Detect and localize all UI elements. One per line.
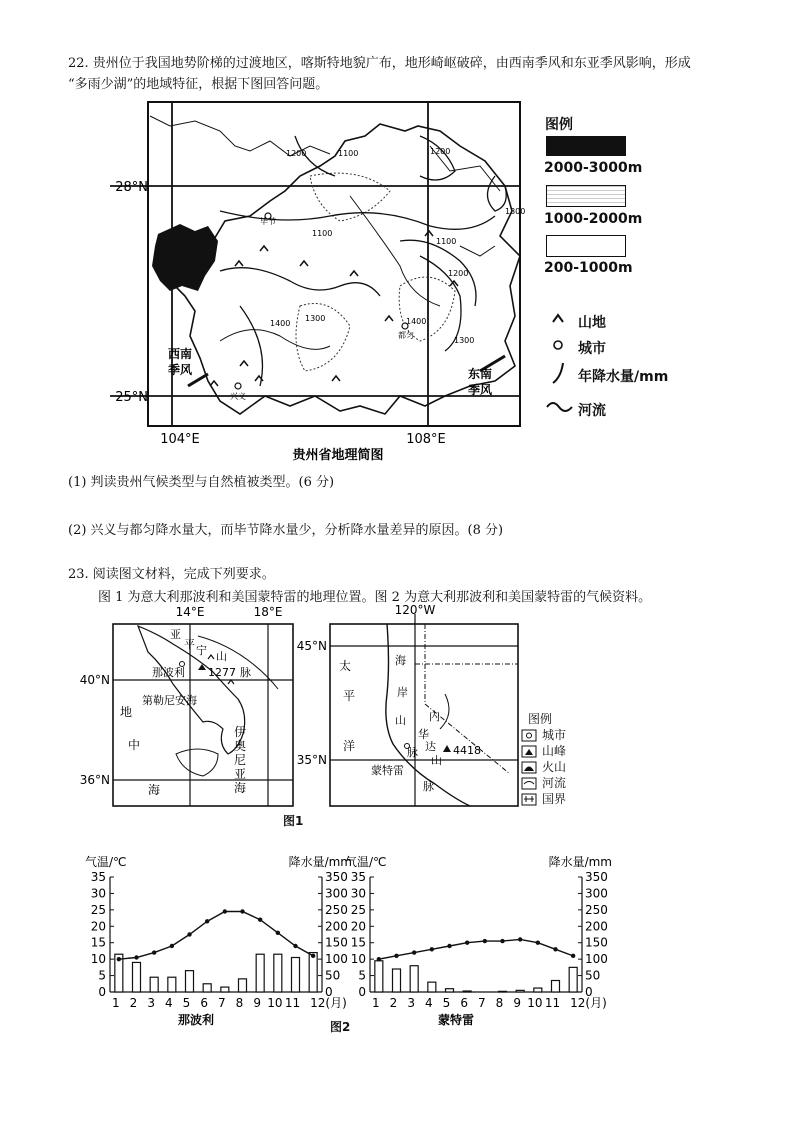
month-label: 12(月) xyxy=(570,996,607,1010)
month-label: 3 xyxy=(407,996,415,1010)
legend-rainfall-label: 年降水量/mm xyxy=(578,369,669,385)
temp-point xyxy=(500,939,504,943)
svg-text:海: 海 xyxy=(395,654,406,667)
month-label: 1 xyxy=(112,996,120,1010)
month-label: 3 xyxy=(147,996,155,1010)
precip-tick-label: 150 xyxy=(325,935,348,950)
precip-tick-label: 0 xyxy=(325,985,333,999)
precip-axis-title: 降水量/mm xyxy=(548,855,612,869)
temp-point xyxy=(571,954,575,958)
legend-swatch-mid xyxy=(546,185,626,207)
river-icon xyxy=(547,403,572,411)
month-label: 8 xyxy=(495,996,504,1010)
svg-text:洋: 洋 xyxy=(343,739,356,753)
river-icon xyxy=(524,782,534,785)
temp-point xyxy=(483,939,487,943)
temp-point xyxy=(553,947,557,951)
svg-text:1400: 1400 xyxy=(270,319,291,328)
svg-text:脉: 脉 xyxy=(423,780,434,793)
precip-bar xyxy=(552,981,560,993)
month-label: 11 xyxy=(284,996,301,1010)
precip-bar xyxy=(256,954,264,992)
temp-point xyxy=(187,932,191,936)
bijie-label: 毕节 xyxy=(260,217,276,226)
month-label: 5 xyxy=(182,996,191,1010)
temp-axis-title: 气温/℃ xyxy=(345,855,387,869)
legend-swatch-high xyxy=(546,136,626,156)
temp-tick-label: 25 xyxy=(90,902,106,917)
temp-tick-label: 20 xyxy=(90,919,106,934)
precip-tick-label: 100 xyxy=(325,952,348,967)
monterey-climate-chart xyxy=(345,852,615,1032)
fig1-legend-icons xyxy=(519,727,543,807)
legend-swatch-low xyxy=(546,235,626,257)
svg-text:45°N: 45°N xyxy=(296,639,327,653)
svg-text:第勒尼安海: 第勒尼安海 xyxy=(142,694,197,707)
svg-text:1300: 1300 xyxy=(505,207,526,216)
temp-point xyxy=(223,909,227,913)
svg-text:1100: 1100 xyxy=(338,149,359,158)
italy-map xyxy=(78,604,303,824)
svg-text:40°N: 40°N xyxy=(79,673,110,687)
svg-text:亚: 亚 xyxy=(170,628,181,641)
temp-point xyxy=(117,957,121,961)
temp-point xyxy=(377,957,381,961)
q22-stem-line2: “多雨少湖”的地域特征，根据下图回答问题。 xyxy=(68,77,329,92)
temp-tick-label: 10 xyxy=(350,952,366,967)
volcano-icon xyxy=(524,767,534,772)
temp-point xyxy=(447,944,451,948)
temp-axis-title: 气温/℃ xyxy=(85,855,127,869)
precip-bar xyxy=(516,990,524,992)
precip-tick-label: 50 xyxy=(325,968,341,983)
svg-text:1277: 1277 xyxy=(208,666,236,679)
svg-text:奥: 奥 xyxy=(234,739,247,753)
svg-text:14°E: 14°E xyxy=(175,605,205,619)
svg-text:达: 达 xyxy=(425,740,436,753)
sw-monsoon-label-2: 季风 xyxy=(168,363,193,377)
precip-tick-label: 350 xyxy=(585,870,608,884)
legend-city-label: 城市 xyxy=(578,341,606,357)
svg-text:4418: 4418 xyxy=(453,744,481,757)
se-monsoon-label-2: 季风 xyxy=(468,383,493,397)
svg-text:山: 山 xyxy=(395,714,406,727)
month-label: 2 xyxy=(389,996,398,1010)
month-label: 12(月) xyxy=(310,996,347,1010)
svg-text:亚: 亚 xyxy=(234,767,247,781)
temp-point xyxy=(276,931,280,935)
lon-108-label: 108°E xyxy=(406,432,446,447)
temp-point xyxy=(170,944,174,948)
temp-point xyxy=(240,909,244,913)
temp-point xyxy=(518,937,522,941)
month-label: 1 xyxy=(372,996,380,1010)
duyun-label: 都匀 xyxy=(398,331,414,340)
temp-point xyxy=(394,954,398,958)
svg-text:脉: 脉 xyxy=(407,746,418,759)
guizhou-map xyxy=(100,96,540,466)
precip-bar xyxy=(393,969,401,992)
svg-text:1200: 1200 xyxy=(430,147,451,156)
svg-text:1200: 1200 xyxy=(448,269,469,278)
month-label: 9 xyxy=(253,996,261,1010)
legend-high-label: 2000-3000m xyxy=(544,160,643,176)
chart-title: 那波利 xyxy=(177,1013,215,1027)
month-label: 7 xyxy=(478,996,486,1010)
legend-river-label: 河流 xyxy=(578,403,606,419)
svg-text:那波利: 那波利 xyxy=(152,666,185,679)
precip-tick-label: 350 xyxy=(325,870,348,884)
svg-text:120°W: 120°W xyxy=(394,604,436,617)
svg-text:太: 太 xyxy=(339,659,352,673)
precip-bar xyxy=(428,982,436,992)
city-icon xyxy=(527,733,532,738)
temp-point xyxy=(205,919,209,923)
temp-point xyxy=(152,950,156,954)
map-caption: 贵州省地理简图 xyxy=(292,448,384,463)
precip-bar xyxy=(203,984,211,992)
q22-stem-line1: 22. 贵州位于我国地势阶梯的过渡地区，喀斯特地貌广布，地形崎岖破碎，由西南季风和东亚季风影响，形成 xyxy=(68,56,691,71)
svg-text:华: 华 xyxy=(418,728,429,741)
precip-bar xyxy=(239,979,247,992)
temp-tick-label: 5 xyxy=(98,968,106,983)
svg-text:18°E: 18°E xyxy=(253,605,283,619)
precip-tick-label: 300 xyxy=(585,886,608,901)
precip-bar xyxy=(446,989,454,992)
usa-map xyxy=(295,604,525,824)
svg-text:36°N: 36°N xyxy=(79,773,110,787)
temp-tick-label: 0 xyxy=(98,985,106,999)
precip-tick-label: 250 xyxy=(585,902,608,917)
precip-bar xyxy=(150,977,158,992)
fig1-legend-labels: 城市 山峰 火山 河流 国界 xyxy=(542,728,567,806)
temp-tick-label: 30 xyxy=(90,886,106,901)
svg-text:1200: 1200 xyxy=(286,149,307,158)
month-label: 7 xyxy=(218,996,226,1010)
se-monsoon-label-1: 东南 xyxy=(468,367,493,381)
svg-text:35°N: 35°N xyxy=(296,753,327,767)
temp-tick-label: 35 xyxy=(350,870,366,884)
legend-low-label: 200-1000m xyxy=(544,260,633,276)
precip-bar xyxy=(168,977,176,992)
svg-text:伊: 伊 xyxy=(234,725,247,739)
svg-text:1100: 1100 xyxy=(436,237,457,246)
svg-text:1300: 1300 xyxy=(454,336,475,345)
precip-bar xyxy=(569,967,577,992)
precip-bar xyxy=(463,991,471,992)
precip-tick-label: 100 xyxy=(585,952,608,967)
fig1-legend-title: 图例 xyxy=(528,712,553,726)
month-label: 9 xyxy=(513,996,521,1010)
temp-tick-label: 35 xyxy=(90,870,106,884)
month-label: 11 xyxy=(544,996,561,1010)
temp-point xyxy=(465,941,469,945)
temp-tick-label: 10 xyxy=(90,952,106,967)
month-label: 2 xyxy=(129,996,138,1010)
precip-bar xyxy=(375,961,383,992)
temp-point xyxy=(134,955,138,959)
precip-tick-label: 300 xyxy=(325,886,348,901)
lat-25-label: 25°N xyxy=(115,390,148,405)
precip-bar xyxy=(133,962,141,992)
month-label: 6 xyxy=(200,996,208,1010)
legend-symbols xyxy=(545,305,575,425)
precip-tick-label: 50 xyxy=(585,968,601,983)
month-label: 6 xyxy=(460,996,468,1010)
svg-text:1100: 1100 xyxy=(312,229,333,238)
temp-tick-label: 15 xyxy=(350,935,366,950)
q23-stem: 23. 阅读图文材料，完成下列要求。 xyxy=(68,567,275,582)
temp-point xyxy=(412,950,416,954)
temp-tick-label: 25 xyxy=(350,902,366,917)
lon-104-label: 104°E xyxy=(160,432,200,447)
precip-bar xyxy=(292,958,300,993)
month-label: 10 xyxy=(267,996,283,1010)
temp-point xyxy=(311,954,315,958)
svg-text:宁: 宁 xyxy=(196,644,207,657)
month-label: 4 xyxy=(425,996,433,1010)
precip-bar xyxy=(410,966,418,992)
fig1-caption: 图1 xyxy=(283,814,304,828)
precip-axis-title: 降水量/mm xyxy=(288,855,352,869)
temp-tick-label: 15 xyxy=(90,935,106,950)
precip-tick-label: 200 xyxy=(325,919,348,934)
precip-tick-label: 150 xyxy=(585,935,608,950)
temp-point xyxy=(293,944,297,948)
precip-bar xyxy=(186,971,194,992)
q22-sub1: (1) 判读贵州气候类型与自然植被类型。(6 分) xyxy=(68,475,335,490)
svg-text:岸: 岸 xyxy=(397,686,408,699)
q22-sub2: (2) 兴义与都匀降水量大，而毕节降水量少，分析降水量差异的原因。(8 分) xyxy=(68,523,504,538)
precip-bar xyxy=(534,988,542,992)
svg-text:地: 地 xyxy=(120,705,133,719)
lat-28-label: 28°N xyxy=(115,180,148,195)
svg-text:脉: 脉 xyxy=(240,666,251,679)
peak-icon xyxy=(525,749,533,755)
temp-point xyxy=(430,947,434,951)
svg-text:海: 海 xyxy=(148,783,161,797)
isohyet-icon xyxy=(553,363,563,383)
month-label: 8 xyxy=(235,996,244,1010)
svg-text:1400: 1400 xyxy=(406,317,427,326)
q23-intro: 图 1 为意大利那波利和美国蒙特雷的地理位置。图 2 为意大利那波利和美国蒙特雷的气候资料。 xyxy=(98,590,652,605)
temp-tick-label: 20 xyxy=(350,919,366,934)
temp-tick-label: 5 xyxy=(358,968,366,983)
naples-climate-chart xyxy=(85,852,355,1032)
temp-point xyxy=(258,918,262,922)
svg-text:平: 平 xyxy=(184,638,195,651)
precip-bar xyxy=(499,991,507,992)
svg-text:蒙特雷: 蒙特雷 xyxy=(371,764,404,777)
city-icon xyxy=(554,341,562,349)
svg-text:1300: 1300 xyxy=(305,314,326,323)
svg-text:山: 山 xyxy=(216,650,227,663)
svg-text:山: 山 xyxy=(431,754,442,767)
border-icon xyxy=(524,796,534,802)
temp-line xyxy=(379,939,573,959)
precip-bar xyxy=(309,953,317,992)
temp-point xyxy=(536,941,540,945)
temp-tick-label: 0 xyxy=(358,985,366,999)
precip-bar xyxy=(274,954,282,992)
temp-line xyxy=(119,912,313,960)
legend-mid-label: 1000-2000m xyxy=(544,211,643,227)
month-label: 4 xyxy=(165,996,173,1010)
svg-text:尼: 尼 xyxy=(234,753,247,767)
precip-tick-label: 200 xyxy=(585,919,608,934)
mountain-icon xyxy=(553,315,563,322)
temp-tick-label: 30 xyxy=(350,886,366,901)
precip-tick-label: 250 xyxy=(325,902,348,917)
chart-title: 蒙特雷 xyxy=(437,1013,475,1027)
svg-text:内: 内 xyxy=(429,710,440,723)
month-label: 5 xyxy=(442,996,451,1010)
precip-tick-label: 0 xyxy=(585,985,593,999)
precip-bar xyxy=(221,987,229,992)
xingyi-city-marker xyxy=(235,383,241,389)
svg-text:海: 海 xyxy=(234,781,247,795)
legend-title: 图例 xyxy=(545,117,573,133)
month-label: 10 xyxy=(527,996,543,1010)
sw-monsoon-label-1: 西南 xyxy=(168,347,193,361)
fig2-caption: 图2 xyxy=(330,1020,351,1034)
xingyi-label: 兴义 xyxy=(230,392,246,401)
svg-text:中: 中 xyxy=(128,738,141,752)
legend-mountain-label: 山地 xyxy=(578,315,606,331)
svg-text:平: 平 xyxy=(343,689,356,703)
